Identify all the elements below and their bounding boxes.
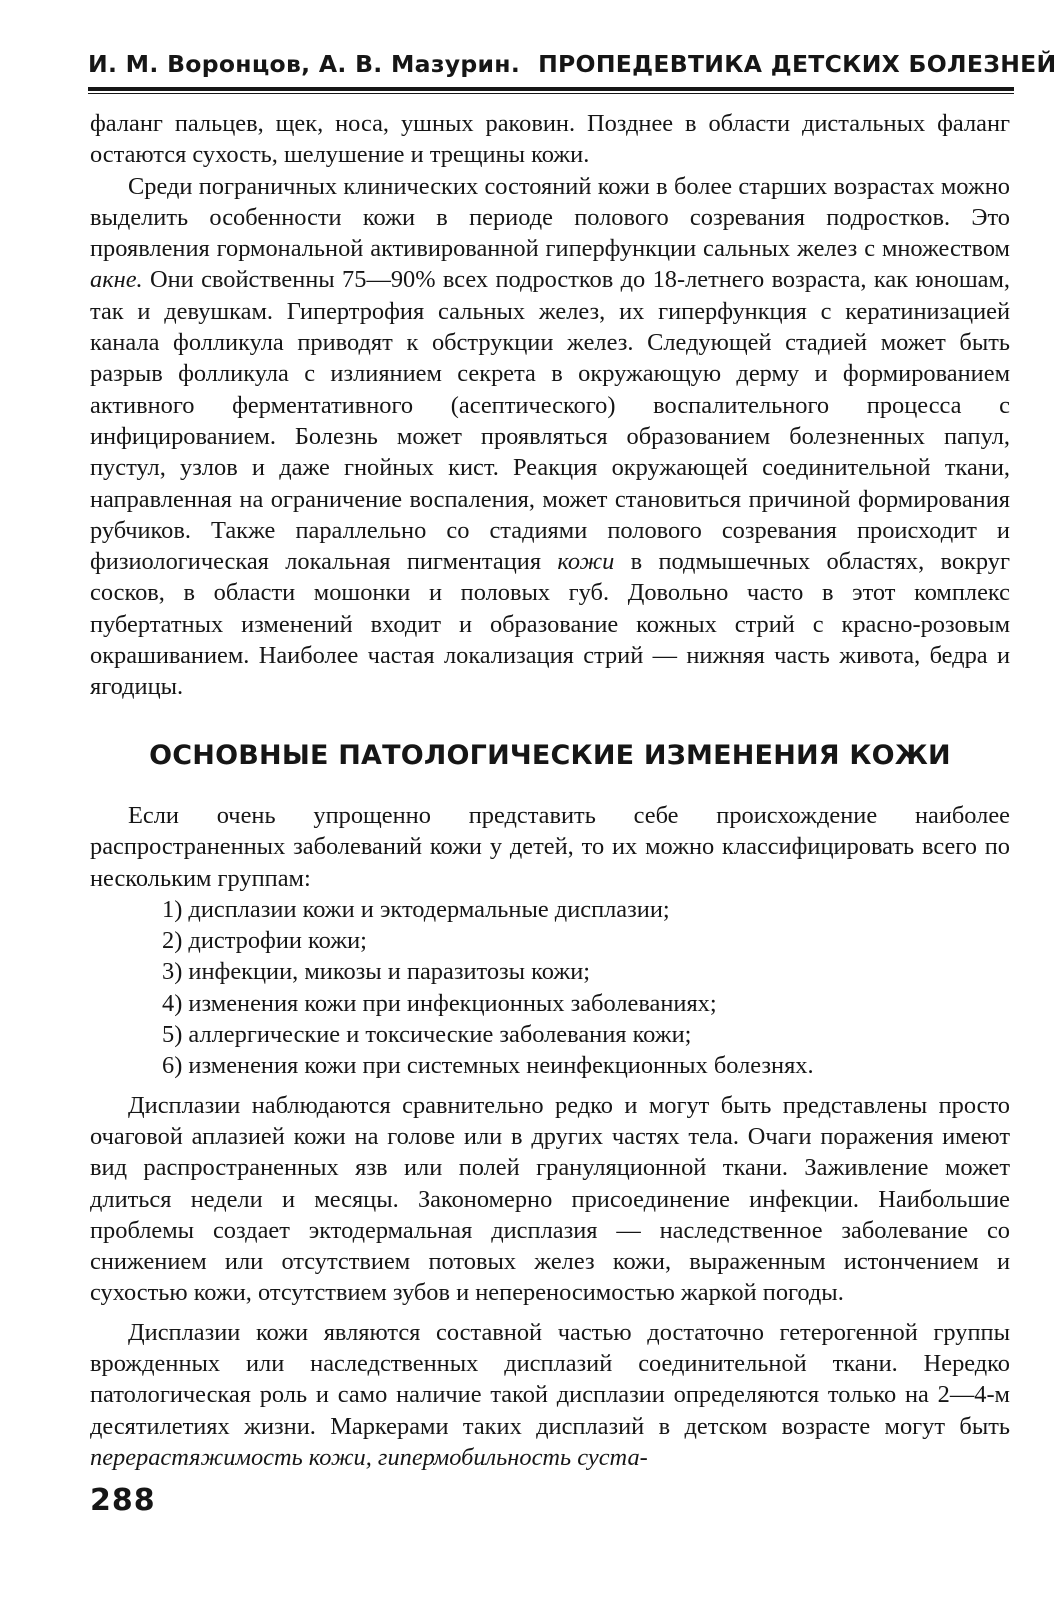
classification-list	[90, 894, 1010, 1082]
list-item: 5) аллергические и токсические заболевания кожи;	[162, 1021, 692, 1049]
section-lead-paragraph: Если очень упрощенно представить себе происхождение наиболее распространенных заболеваний кожи у детей, то их можно классифицировать всего по нескольким группам:	[90, 802, 1010, 892]
list-item: 1) дисплазии кожи и эктодермальные дисплазии;	[162, 895, 670, 923]
list-item: 4) изменения кожи при инфекционных заболеваниях;	[162, 989, 717, 1017]
paragraph-connective-tissue	[90, 1317, 1010, 1473]
paragraph-text: Среди пограничных клинических состояний кожи в более старших возрастах можно выделить особенности кожи в периоде полового созревания подростков. Это проявления гормональной активированной гиперфункции сальных желез с множеством	[90, 172, 1010, 263]
running-head	[88, 50, 1056, 78]
paragraph-text: Они свойственны 75—90% всех подростков до 18-летнего возраста, как юношам, так и девушкам. Гипертрофия сальных желез, их гиперфункция с кератинизацией канала фолликула приводят к обструкции желез. Следующей стадией может быть разрыв фолликула с излиянием секрета в окружающую дерму и формированием активного ферментативного (асептического) воспалительного процесса с инфицированием. Болезнь может проявляться образованием болезненных папул, пустул, узлов и даже гнойных кист. Реакция окружающей соединительной ткани, направленная на ограничение воспаления, может становиться причиной формирования рубчиков. Также параллельно со стадиями полового созревания происходит и физиологическая локальная пигментация	[90, 266, 1010, 576]
emphasis-term: перерастяжимость кожи, гипермобильность суста-	[90, 1443, 648, 1471]
list-item: 2) дистрофии кожи;	[162, 927, 367, 955]
running-head-authors: И. М. Воронцов, А. В. Мазурин.	[88, 50, 521, 78]
emphasis-term: акне.	[90, 266, 143, 294]
paragraph-continuation: фаланг пальцев, щек, носа, ушных раковин. Позднее в области дистальных фаланг остаются сухость, шелушение и трещины кожи.	[90, 110, 1010, 169]
paragraph-text: Дисплазии кожи являются составной частью достаточно гетерогенной группы врожденных или наследственных дисплазий соединительной ткани. Нередко патологическая роль и само наличие такой дисплазии определяются только на 2—4-м десятилетиях жизни. Маркерами таких дисплазий в детском возрасте могут быть	[90, 1318, 1010, 1440]
page-number: 288	[90, 1483, 156, 1518]
list-item: 3) инфекции, микозы и паразитозы кожи;	[162, 958, 591, 986]
section-heading: ОСНОВНЫЕ ПАТОЛОГИЧЕСКИЕ ИЗМЕНЕНИЯ КОЖИ	[149, 740, 951, 771]
header-rule	[88, 87, 1014, 94]
paragraph-dysplasia: Дисплазии наблюдаются сравнительно редко и могут быть представлены просто очаговой аплазией кожи на голове или в других частях тела. Очаги поражения имеют вид распространенных язв или полей грануляционной ткани. Заживление может длиться недели и месяцы. Закономерно присоединение инфекции. Наибольшие проблемы создает эктодермальная дисплазия — наследственное заболевание со снижением или отсутствием потовых желез кожи, выраженным истончением и сухостью кожи, отсутствием зубов и непереносимостью жаркой погоды.	[90, 1091, 1010, 1307]
paragraph-text: в подмышечных областях, вокруг сосков, в области мошонки и половых губ. Довольно часто в этот комплекс пубертатных изменений входит и образование кожных стрий с красно-розовым окрашиванием. Наиболее частая локализация стрий — нижняя часть живота, бедра и ягодицы.	[90, 548, 1010, 701]
paragraph-puberty-skin	[90, 171, 1010, 703]
intro-text	[90, 108, 1010, 703]
list-item: 6) изменения кожи при системных неинфекционных болезнях.	[162, 1052, 814, 1080]
section-body	[90, 800, 1010, 1473]
emphasis-term: кожи	[557, 548, 615, 576]
running-head-book-title: ПРОПЕДЕВТИКА ДЕТСКИХ БОЛЕЗНЕЙ	[538, 50, 1056, 78]
